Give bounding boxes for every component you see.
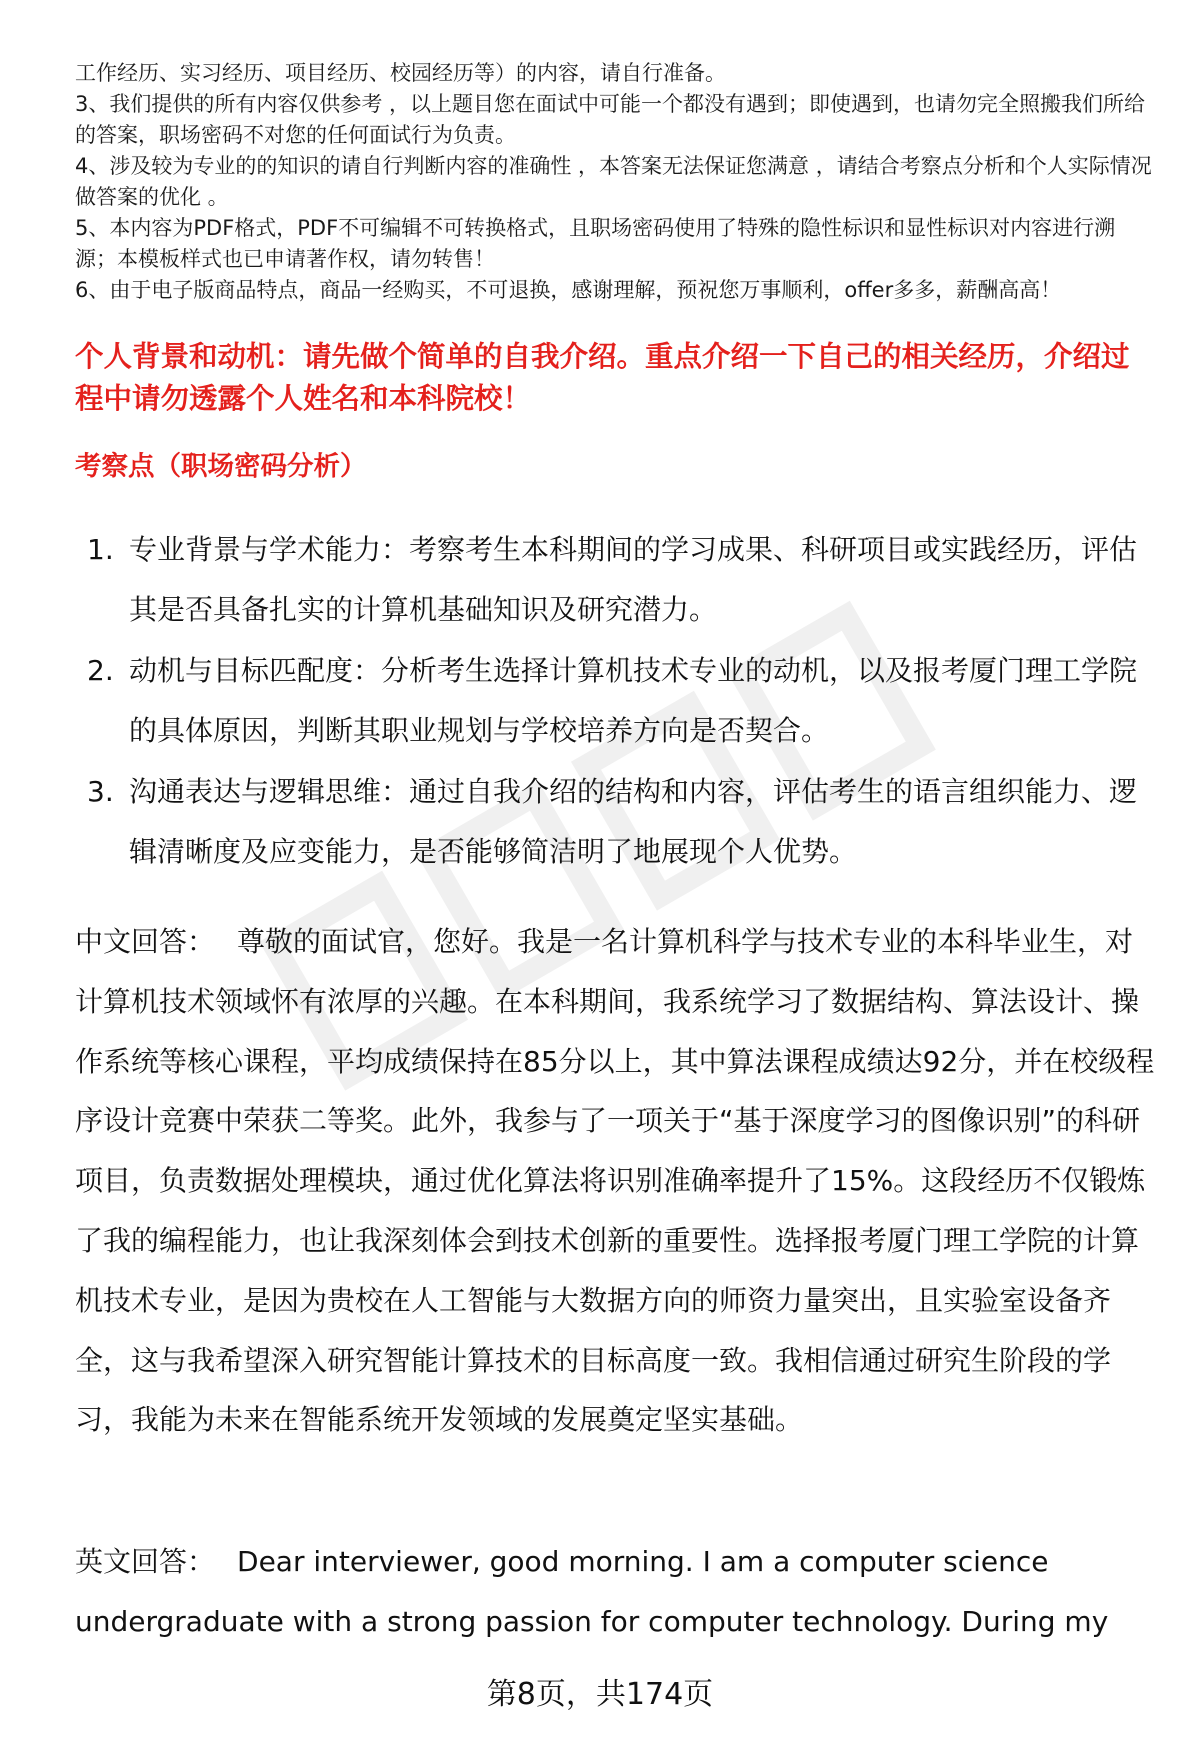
analysis-points: [75, 520, 1155, 883]
list-number: 2.: [87, 654, 114, 687]
question-title: 个人背景和动机：请先做个简单的自我介绍。重点介绍一下自己的相关经历，介绍过程中请勿透露个人姓名和本科院校！: [75, 340, 1130, 415]
english-answer-label: 英文回答：: [75, 1545, 216, 1578]
list-number: 3.: [87, 775, 114, 808]
page-number: 第8页，共174页: [486, 1677, 714, 1712]
english-answer: [75, 1532, 1155, 1652]
list-item-text: 沟通表达与逻辑思维：通过自我介绍的结构和内容，评估考生的语言组织能力、逻辑清晰度及应变能力，是否能够简洁明了地展现个人优势。: [129, 775, 1138, 868]
list-item: [75, 641, 1155, 761]
list-number: 1.: [87, 533, 114, 566]
note-line: 3、我们提供的所有内容仅供参考 ，以上题目您在面试中可能一个都没有遇到；即使遇到，也请勿完全照搬我们所给的答案，职场密码不对您的任何面试行为负责。: [75, 92, 1146, 147]
list-item-text: 专业背景与学术能力：考察考生本科期间的学习成果、科研项目或实践经历，评估其是否具备扎实的计算机基础知识及研究潜力。: [129, 533, 1138, 626]
notes-block: [75, 58, 1155, 306]
chinese-answer: [75, 912, 1155, 1450]
english-answer-text: Dear interviewer, good morning. I am a computer science undergraduate with a strong passion for computer technology. During my: [75, 1545, 1109, 1638]
note-line: 6、由于电子版商品特点，商品一经购买，不可退换，感谢理解，预祝您万事顺利，offer多多，薪酬高高！: [75, 278, 1062, 302]
chinese-answer-text: 尊敬的面试官，您好。我是一名计算机科学与技术专业的本科毕业生，对计算机技术领域怀有浓厚的兴趣。在本科期间，我系统学习了数据结构、算法设计、操作系统等核心课程，平均成绩保持在85分以上，其中算法课程成绩达92分，并在校级程序设计竞赛中荣获二等奖。此外，我参与了一项关于“基于深度学习的图像识别”的科研项目，负责数据处理模块，通过优化算法将识别准确率提升了15%。这段经历不仅锻炼了我的编程能力，也让我深刻体会到技术创新的重要性。选择报考厦门理工学院的计算机技术专业，是因为贵校在人工智能与大数据方向的师资力量突出，且实验室设备齐全，这与我希望深入研究智能计算技术的目标高度一致。我相信通过研究生阶段的学习，我能为未来在智能系统开发领域的发展奠定坚实基础。: [75, 925, 1155, 1437]
note-line: 5、本内容为PDF格式，PDF不可编辑不可转换格式，且职场密码使用了特殊的隐性标识和显性标识对内容进行溯源；本模板样式也已申请著作权，请勿转售！: [75, 216, 1116, 271]
list-item-text: 动机与目标匹配度：分析考生选择计算机技术专业的动机，以及报考厦门理工学院的具体原因，判断其职业规划与学校培养方向是否契合。: [129, 654, 1138, 747]
analysis-title: 考察点（职场密码分析）: [75, 451, 367, 482]
list-item: [75, 520, 1155, 640]
note-line: 4、涉及较为专业的的知识的请自行判断内容的准确性 ，本答案无法保证您满意 ，请结合考察点分析和个人实际情况做答案的优化 。: [75, 154, 1152, 209]
list-item: [75, 762, 1155, 882]
chinese-answer-label: 中文回答：: [75, 925, 216, 958]
note-line: 工作经历、实习经历、项目经历、校园经历等）的内容，请自行准备。: [75, 61, 726, 85]
